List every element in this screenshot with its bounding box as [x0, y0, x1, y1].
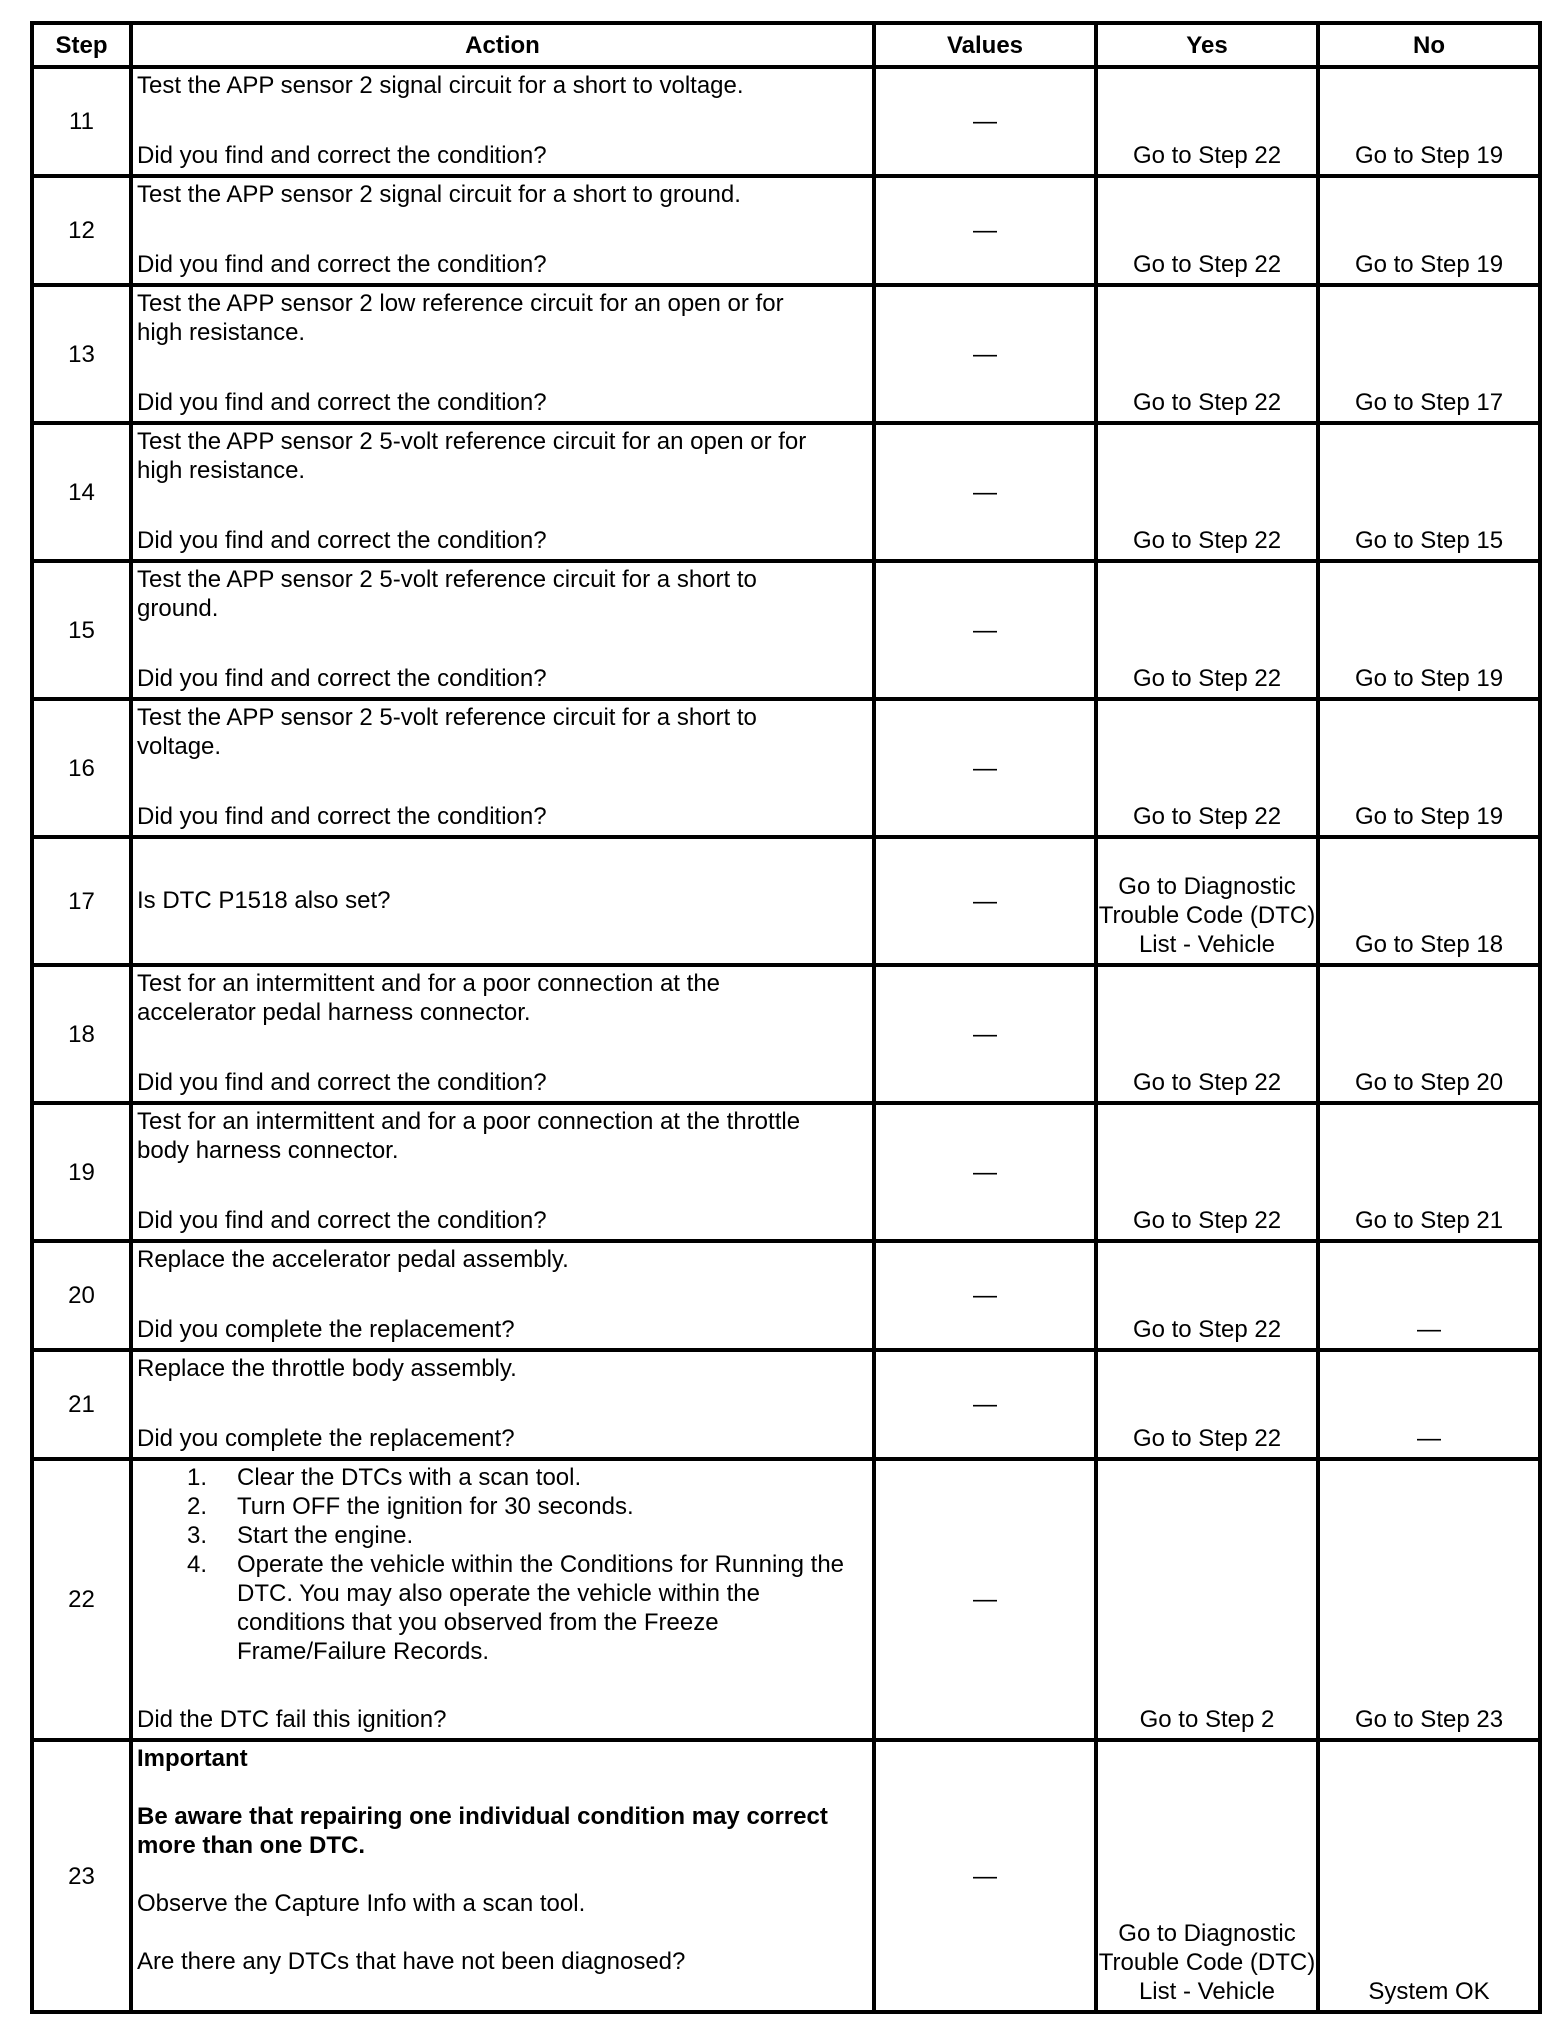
action-cell: [131, 965, 874, 1103]
action-line: Replace the throttle body assembly.: [137, 1355, 517, 1382]
values-cell: —: [874, 67, 1096, 176]
action-line: accelerator pedal harness connector.: [137, 999, 531, 1026]
no-cell: Go to Step 23: [1318, 1459, 1540, 1740]
table-row: [32, 561, 1540, 699]
action-question: Did you find and correct the condition?: [137, 665, 547, 692]
action-cell: [131, 285, 874, 423]
action-line: Test the APP sensor 2 5-volt reference circuit for an open or for: [137, 428, 807, 455]
step-cell: 22: [32, 1459, 131, 1740]
yes-cell: Go to Step 22: [1096, 176, 1318, 285]
values-cell: —: [874, 699, 1096, 837]
step-cell: 18: [32, 965, 131, 1103]
yes-cell: Go to Step 22: [1096, 965, 1318, 1103]
action-cell: [131, 1459, 874, 1740]
step-cell: 14: [32, 423, 131, 561]
action-text: [137, 1245, 868, 1274]
action-line: Test the APP sensor 2 5-volt reference circuit for a short to: [137, 704, 757, 731]
step-cell: 12: [32, 176, 131, 285]
step-cell: 16: [32, 699, 131, 837]
no-cell: Go to Step 19: [1318, 561, 1540, 699]
yes-cell: Go to Step 22: [1096, 67, 1318, 176]
header-row: [32, 23, 1540, 67]
values-cell: —: [874, 285, 1096, 423]
values-cell: —: [874, 1350, 1096, 1459]
important-notice: Be aware that repairing one individual condition may correct more than one DTC.: [137, 1803, 828, 1859]
action-question: Is DTC P1518 also set?: [137, 886, 391, 914]
step-cell: 21: [32, 1350, 131, 1459]
action-cell: [131, 1103, 874, 1241]
values-cell: —: [874, 423, 1096, 561]
action-text: [137, 703, 868, 761]
action-cell: [131, 67, 874, 176]
yes-cell: Go to Step 22: [1096, 1350, 1318, 1459]
action-question: Did you find and correct the condition?: [137, 251, 547, 278]
action-line: Test the APP sensor 2 signal circuit for a short to ground.: [137, 181, 741, 208]
list-item: [137, 1463, 868, 1492]
header-no: No: [1318, 23, 1540, 67]
action-text: [137, 71, 868, 100]
action-line: body harness connector.: [137, 1137, 399, 1164]
table-row: [32, 965, 1540, 1103]
important-block: [137, 1744, 868, 1976]
table-row: [32, 699, 1540, 837]
table-row: [32, 1350, 1540, 1459]
yes-cell: Go to Diagnostic Trouble Code (DTC) List - Vehicle: [1096, 837, 1318, 965]
action-line: Replace the accelerator pedal assembly.: [137, 1246, 569, 1273]
action-question: Did you find and correct the condition?: [137, 527, 547, 554]
step-cell: 17: [32, 837, 131, 965]
action-cell: [131, 561, 874, 699]
action-question: Did the DTC fail this ignition?: [137, 1706, 447, 1733]
action-question: Are there any DTCs that have not been diagnosed?: [137, 1948, 686, 1975]
list-number: 3.: [187, 1522, 208, 1549]
action-cell: [131, 837, 874, 965]
action-question: Did you find and correct the condition?: [137, 389, 547, 416]
header-action: Action: [131, 23, 874, 67]
step-cell: 11: [32, 67, 131, 176]
step-cell: 19: [32, 1103, 131, 1241]
table-row: [32, 1459, 1540, 1740]
table-row: [32, 837, 1540, 965]
list-number: 2.: [187, 1493, 208, 1520]
no-cell: Go to Step 15: [1318, 423, 1540, 561]
list-item: [137, 1521, 868, 1550]
table-row: [32, 285, 1540, 423]
action-question: Did you find and correct the condition?: [137, 803, 547, 830]
table-row: [32, 1241, 1540, 1350]
list-item: [137, 1492, 868, 1521]
table-row: [32, 423, 1540, 561]
important-heading: Important: [137, 1745, 248, 1772]
header-yes: Yes: [1096, 23, 1318, 67]
action-text: [137, 427, 868, 485]
list-text: Operate the vehicle within the Conditions for Running the DTC. You may also operate the vehicle within the conditions that you observed from the Freeze Frame/Failure Records.: [237, 1551, 845, 1665]
no-cell: System OK: [1318, 1740, 1540, 2012]
values-cell: —: [874, 837, 1096, 965]
step-cell: 13: [32, 285, 131, 423]
no-cell: —: [1318, 1350, 1540, 1459]
header-values: Values: [874, 23, 1096, 67]
header-step: Step: [32, 23, 131, 67]
yes-cell: Go to Step 22: [1096, 1241, 1318, 1350]
numbered-list: [137, 1463, 868, 1666]
no-cell: Go to Step 18: [1318, 837, 1540, 965]
yes-cell: Go to Step 2: [1096, 1459, 1318, 1740]
list-number: 4.: [187, 1551, 208, 1578]
diagnostic-table: [30, 21, 1542, 2014]
action-cell: [131, 1241, 874, 1350]
values-cell: —: [874, 176, 1096, 285]
action-cell: [131, 1740, 874, 2012]
yes-cell: Go to Step 22: [1096, 423, 1318, 561]
action-question: Did you complete the replacement?: [137, 1425, 515, 1452]
action-line: high resistance.: [137, 457, 306, 484]
action-text: [137, 1107, 868, 1165]
no-cell: Go to Step 19: [1318, 176, 1540, 285]
action-cell: [131, 423, 874, 561]
no-cell: Go to Step 19: [1318, 699, 1540, 837]
action-question: Did you find and correct the condition?: [137, 142, 547, 169]
action-line: ground.: [137, 595, 219, 622]
action-cell: [131, 699, 874, 837]
yes-cell: Go to Step 22: [1096, 699, 1318, 837]
yes-cell: Go to Step 22: [1096, 561, 1318, 699]
action-text: [137, 289, 868, 347]
values-cell: —: [874, 561, 1096, 699]
action-line: high resistance.: [137, 319, 306, 346]
step-cell: 15: [32, 561, 131, 699]
action-question: Did you find and correct the condition?: [137, 1207, 547, 1234]
yes-cell: Go to Diagnostic Trouble Code (DTC) List - Vehicle: [1096, 1740, 1318, 2012]
list-item: [137, 1550, 868, 1666]
list-text: Start the engine.: [237, 1522, 414, 1549]
no-cell: Go to Step 21: [1318, 1103, 1540, 1241]
step-cell: 23: [32, 1740, 131, 2012]
list-text: Clear the DTCs with a scan tool.: [237, 1464, 582, 1491]
action-line: Test the APP sensor 2 5-volt reference circuit for a short to: [137, 566, 757, 593]
table-row: [32, 176, 1540, 285]
yes-cell: Go to Step 22: [1096, 1103, 1318, 1241]
action-question: Did you complete the replacement?: [137, 1316, 515, 1343]
instruction-text: Observe the Capture Info with a scan tool.: [137, 1890, 586, 1917]
values-cell: —: [874, 1241, 1096, 1350]
no-cell: Go to Step 20: [1318, 965, 1540, 1103]
list-number: 1.: [187, 1464, 208, 1491]
action-text: [137, 180, 868, 209]
no-cell: Go to Step 19: [1318, 67, 1540, 176]
table-row: [32, 1103, 1540, 1241]
no-cell: —: [1318, 1241, 1540, 1350]
values-cell: —: [874, 1740, 1096, 2012]
list-text: Turn OFF the ignition for 30 seconds.: [237, 1493, 634, 1520]
step-cell: 20: [32, 1241, 131, 1350]
action-text: [137, 969, 868, 1027]
action-cell: [131, 176, 874, 285]
action-cell: [131, 1350, 874, 1459]
action-line: Test the APP sensor 2 signal circuit for a short to voltage.: [137, 72, 744, 99]
action-line: Test for an intermittent and for a poor connection at the throttle: [137, 1108, 801, 1135]
table-row: [32, 1740, 1540, 2012]
action-question: Did you find and correct the condition?: [137, 1069, 547, 1096]
action-text: [137, 565, 868, 623]
values-cell: —: [874, 1103, 1096, 1241]
no-cell: Go to Step 17: [1318, 285, 1540, 423]
values-cell: —: [874, 1459, 1096, 1740]
values-cell: —: [874, 965, 1096, 1103]
action-line: voltage.: [137, 733, 222, 760]
action-line: Test the APP sensor 2 low reference circuit for an open or for: [137, 290, 784, 317]
action-line: Test for an intermittent and for a poor connection at the: [137, 970, 721, 997]
yes-cell: Go to Step 22: [1096, 285, 1318, 423]
action-text: [137, 1354, 868, 1383]
table-row: [32, 67, 1540, 176]
